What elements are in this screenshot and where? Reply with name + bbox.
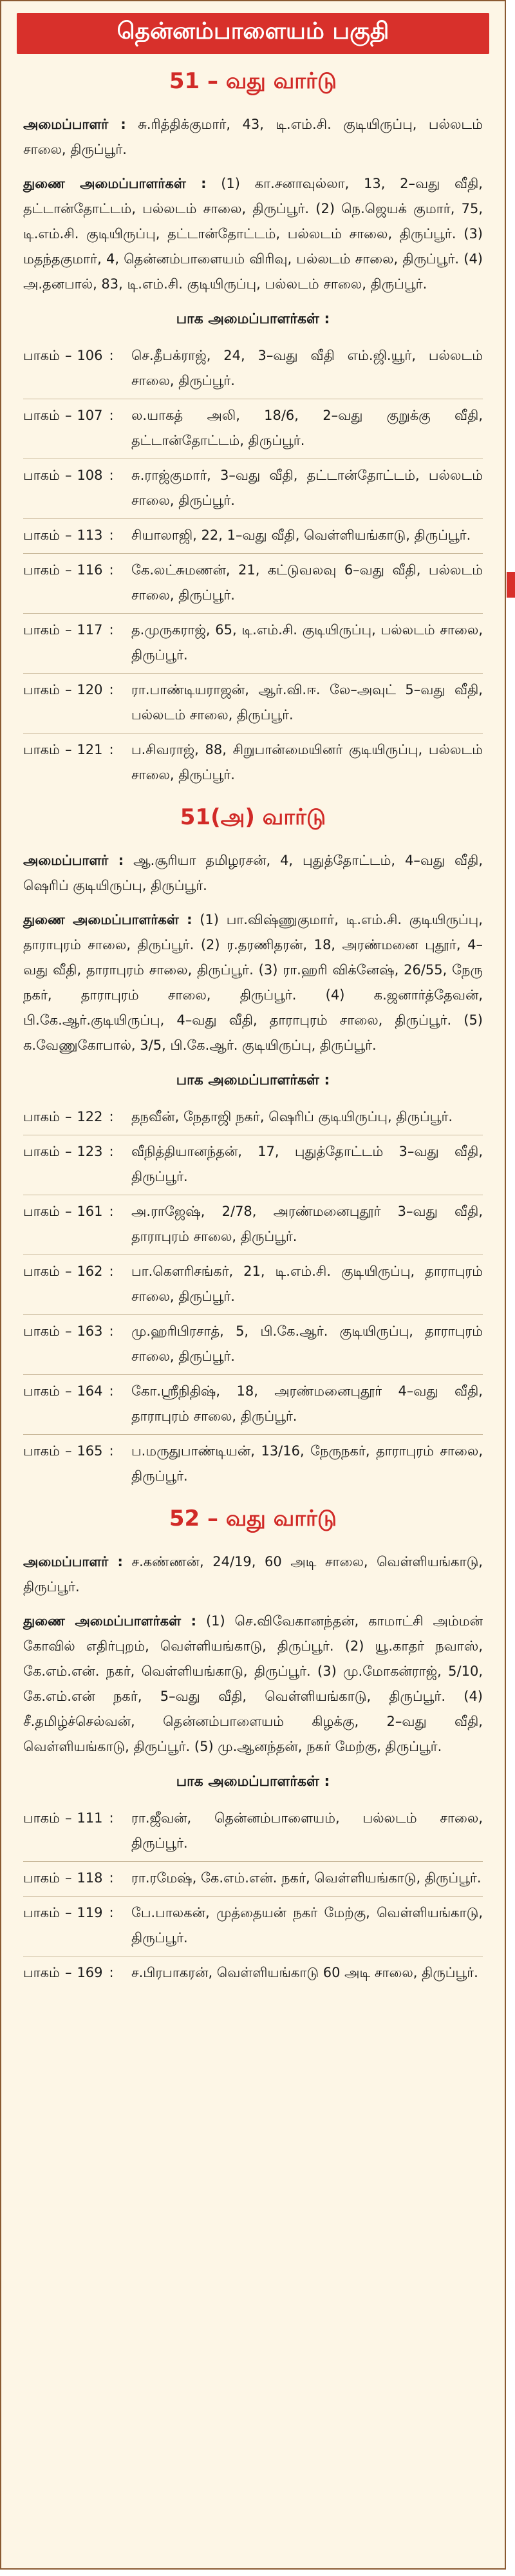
section-number: 162	[77, 1264, 103, 1279]
section-label	[23, 1319, 131, 1369]
ward-title: 52 – வது வார்டு	[169, 1506, 337, 1531]
section-label	[23, 1199, 131, 1249]
section-row	[23, 1435, 483, 1494]
section-colon: :	[109, 1264, 114, 1279]
section-number: 113	[77, 527, 103, 543]
incharge-text: ஆ.சூரியா தமிழரசன், 4, புதுத்தோட்டம், 4–வது வீதி, ஷெரிப் குடியிருப்பு, திருப்பூர்.	[23, 853, 483, 893]
section-dash: –	[64, 348, 72, 363]
incharge-paragraph	[23, 848, 483, 898]
section-dash: –	[64, 1323, 72, 1339]
section-member-text: ரா.ஜீவன், தென்னம்பாளையம், பல்லடம் சாலை, திருப்பூர்.	[131, 1810, 483, 1851]
section-word: பாகம்	[23, 1965, 60, 1980]
section-banner: தென்னம்பாளையம் பகுதி	[17, 13, 489, 54]
section-label	[23, 677, 131, 728]
section-colon: :	[109, 1443, 114, 1459]
section-word: பாகம்	[23, 1109, 60, 1124]
section-number: 111	[77, 1810, 103, 1826]
section-label	[23, 1139, 131, 1189]
section-number: 119	[77, 1905, 103, 1920]
section-word: பாகம்	[23, 348, 60, 363]
sections-heading: பாக அமைப்பாளர்கள் :	[176, 1072, 330, 1088]
section-word: பாகம்	[23, 1383, 60, 1399]
section-colon: :	[109, 682, 114, 697]
section-dash: –	[64, 682, 72, 697]
sections-heading: பாக அமைப்பாளர்கள் :	[176, 311, 330, 327]
section-row	[23, 519, 483, 554]
section-word: பாகம்	[23, 1204, 60, 1219]
section-row	[23, 1802, 483, 1862]
incharge-label: அமைப்பாளர் :	[23, 1554, 123, 1569]
section-number: 169	[77, 1965, 103, 1980]
section-label	[23, 1439, 131, 1489]
sections-list	[23, 1101, 483, 1494]
section-dash: –	[64, 1443, 72, 1459]
section-dash: –	[64, 622, 72, 638]
section-dash: –	[64, 742, 72, 757]
section-row	[23, 1862, 483, 1897]
section-row	[23, 1101, 483, 1135]
section-dash: –	[64, 1264, 72, 1279]
section-member-text: சு.ராஜ்குமார், 3–வது வீதி, தட்டான்தோட்டம், பல்லடம் சாலை, திருப்பூர்.	[131, 468, 483, 508]
section-member-text: பே.பாலகன், முத்தையன் நகர் மேற்கு, வெள்ளியங்காடு, திருப்பூர்.	[131, 1905, 483, 1946]
section-row	[23, 1897, 483, 1956]
section-number: 121	[77, 742, 103, 757]
section-member-text: ப.மருதுபாண்டியன், 13/16, நேருநகர், தாராபுரம் சாலை, திருப்பூர்.	[131, 1443, 483, 1484]
ward-title: 51(அ) வார்டு	[180, 804, 326, 830]
sections-list	[23, 339, 483, 793]
section-row	[23, 399, 483, 459]
section-number: 117	[77, 622, 103, 638]
section-member-text: சியாலாஜி, 22, 1–வது வீதி, வெள்ளியங்காடு, திருப்பூர்.	[131, 527, 471, 543]
section-label	[23, 1259, 131, 1309]
section-member-text: பா.கௌரிசங்கர், 21, டி.எம்.சி. குடியிருப்பு, தாராபுரம் சாலை, திருப்பூர்.	[131, 1264, 483, 1304]
section-label	[23, 1866, 131, 1891]
section-word: பாகம்	[23, 408, 60, 423]
section-row	[23, 1956, 483, 1991]
deputies-text: (1) கா.சனாவுல்லா, 13, 2–வது வீதி, தட்டான்தோட்டம், பல்லடம் சாலை, திருப்பூர். (2) நெ.ஜெயக் குமார், 75, டி.எம்.சி. குடியிருப்பு, தட்டான்தோட்டம், பல்லடம் சாலை, திருப்பூர். (3) மதந்தகுமார், 4, தென்னம்பாளையம் விரிவு, பல்லடம் சாலை, திருப்பூர். (4) அ.தனபால், 83, டி.எம்.சி. குடியிருப்பு, பல்லடம் சாலை, திருப்பூர்.	[23, 176, 483, 292]
ward-block	[1, 1506, 505, 1991]
incharge-text: சு.ரித்திக்குமார், 43, டி.எம்.சி. குடியிருப்பு, பல்லடம் சாலை, திருப்பூர்.	[23, 117, 483, 157]
section-row	[23, 1375, 483, 1435]
section-colon: :	[109, 1965, 114, 1980]
section-dash: –	[64, 1144, 72, 1159]
section-label	[23, 618, 131, 668]
section-member-text: அ.ராஜேஷ், 2/78, அரண்மனைபுதூர் 3–வது வீதி, தாராபுரம் சாலை, திருப்பூர்.	[131, 1204, 483, 1244]
section-member-text: ச.பிரபாகரன், வெள்ளியங்காடு 60 அடி சாலை, திருப்பூர்.	[131, 1965, 478, 1980]
section-dash: –	[64, 1204, 72, 1219]
section-row	[23, 554, 483, 614]
section-dash: –	[64, 1905, 72, 1920]
section-row	[23, 674, 483, 734]
section-dash: –	[64, 468, 72, 483]
section-row	[23, 734, 483, 793]
section-number: 107	[77, 408, 103, 423]
section-colon: :	[109, 1144, 114, 1159]
section-member-text: தநவீன், நேதாஜி நகர், ஷெரிப் குடியிருப்பு, திருப்பூர்.	[131, 1109, 453, 1124]
section-number: 118	[77, 1870, 103, 1886]
incharge-label: அமைப்பாளர் :	[23, 853, 124, 868]
section-row	[23, 1255, 483, 1315]
section-number: 165	[77, 1443, 103, 1459]
ward-block	[1, 804, 505, 1494]
section-colon: :	[109, 1204, 114, 1219]
deputies-label: துணை அமைப்பாளர்கள் :	[23, 176, 207, 191]
section-row	[23, 1195, 483, 1255]
section-dash: –	[64, 527, 72, 543]
deputies-paragraph	[23, 1609, 483, 1759]
section-word: பாகம்	[23, 1905, 60, 1920]
section-member-text: செ.தீபக்ராஜ், 24, 3–வது வீதி எம்.ஜி.யூர், பல்லடம் சாலை, திருப்பூர்.	[131, 348, 483, 388]
section-colon: :	[109, 622, 114, 638]
incharge-paragraph	[23, 112, 483, 162]
section-member-text: ரா.ரமேஷ், கே.எம்.என். நகர், வெள்ளியங்காடு, திருப்பூர்.	[131, 1870, 482, 1886]
section-colon: :	[109, 1323, 114, 1339]
section-label	[23, 1806, 131, 1856]
adjacent-column-marker	[507, 572, 515, 598]
section-member-text: ப.சிவராஜ், 88, சிறுபான்மையினர் குடியிருப்பு, பல்லடம் சாலை, திருப்பூர்.	[131, 742, 483, 782]
section-label	[23, 343, 131, 393]
section-word: பாகம்	[23, 1443, 60, 1459]
section-label	[23, 1900, 131, 1951]
deputies-label: துணை அமைப்பாளர்கள் :	[23, 912, 192, 927]
section-row	[23, 1135, 483, 1195]
ward-title: 51 – வது வார்டு	[169, 68, 337, 94]
section-row	[23, 614, 483, 674]
section-word: பாகம்	[23, 1264, 60, 1279]
section-label	[23, 523, 131, 548]
section-dash: –	[64, 1383, 72, 1399]
incharge-paragraph	[23, 1549, 483, 1600]
section-member-text: ரா.பாண்டியராஜன், ஆர்.வி.ஈ. லே–அவுட் 5–வது வீதி, பல்லடம் சாலை, திருப்பூர்.	[131, 682, 483, 723]
section-number: 164	[77, 1383, 103, 1399]
section-number: 163	[77, 1323, 103, 1339]
section-word: பாகம்	[23, 468, 60, 483]
section-word: பாகம்	[23, 1870, 60, 1886]
deputies-paragraph	[23, 171, 483, 297]
section-number: 108	[77, 468, 103, 483]
section-word: பாகம்	[23, 622, 60, 638]
section-number: 106	[77, 348, 103, 363]
deputies-text: (1) செ.விவேகானந்தன், காமாட்சி அம்மன் கோவில் எதிர்புறம், வெள்ளியங்காடு, திருப்பூர். (2) யூ.காதர் நவாஸ், கே.எம்.என். நகர், வெள்ளியங்காடு, திருப்பூர். (3) மு.மோகன்ராஜ், 5/10, கே.எம்.என் நகர், 5–வது வீதி, வெள்ளியங்காடு, திருப்பூர். (4) சீ.தமிழ்ச்செல்வன், தென்னம்பாளையம் கிழக்கு, 2–வது வீதி, வெள்ளியங்காடு, திருப்பூர். (5) மு.ஆனந்தன், நகர் மேற்கு, திருப்பூர்.	[23, 1613, 483, 1754]
deputies-paragraph	[23, 907, 483, 1058]
ward-block	[1, 68, 505, 793]
section-number: 123	[77, 1144, 103, 1159]
section-member-text: த.முருகராஜ், 65, டி.எம்.சி. குடியிருப்பு, பல்லடம் சாலை, திருப்பூர்.	[131, 622, 483, 663]
section-colon: :	[109, 408, 114, 423]
section-word: பாகம்	[23, 742, 60, 757]
section-row	[23, 1315, 483, 1375]
section-dash: –	[64, 1870, 72, 1886]
section-label	[23, 1104, 131, 1130]
section-number: 122	[77, 1109, 103, 1124]
section-colon: :	[109, 1810, 114, 1826]
section-colon: :	[109, 1383, 114, 1399]
section-word: பாகம்	[23, 562, 60, 578]
section-word: பாகம்	[23, 527, 60, 543]
section-colon: :	[109, 527, 114, 543]
section-colon: :	[109, 562, 114, 578]
section-dash: –	[64, 408, 72, 423]
section-colon: :	[109, 1870, 114, 1886]
section-label	[23, 403, 131, 453]
incharge-text: ச.கண்ணன், 24/19, 60 அடி சாலை, வெள்ளியங்காடு, திருப்பூர்.	[23, 1554, 483, 1595]
wards-container	[1, 68, 505, 1991]
section-label	[23, 463, 131, 513]
section-number: 116	[77, 562, 103, 578]
section-number: 161	[77, 1204, 103, 1219]
section-dash: –	[64, 562, 72, 578]
section-member-text: கோ.ஸ்ரீநிதிஷ், 18, அரண்மனைபுதூர் 4–வது வீதி, தாராபுரம் சாலை, திருப்பூர்.	[131, 1383, 483, 1424]
section-word: பாகம்	[23, 1810, 60, 1826]
section-dash: –	[64, 1810, 72, 1826]
sections-heading: பாக அமைப்பாளர்கள் :	[176, 1774, 330, 1790]
section-member-text: கே.லட்சுமணன், 21, கட்டுவலவு 6–வது வீதி, பல்லடம் சாலை, திருப்பூர்.	[131, 562, 483, 603]
sections-list	[23, 1802, 483, 1991]
section-row	[23, 339, 483, 399]
deputies-text: (1) பா.விஷ்ணுகுமார், டி.எம்.சி. குடியிருப்பு, தாராபுரம் சாலை, திருப்பூர். (2) ர.தரணிதரன், 18, அரண்மனை புதூர், 4–வது வீதி, தாராபுரம் சாலை, திருப்பூர். (3) ரா.ஹரி விக்னேஷ், 26/55, நேரு நகர், தாராபுரம் சாலை, திருப்பூர். (4) க.ஜனார்த்தேவன், பி.கே.ஆர்.குடியிருப்பு, 4–வது வீதி, தாராபுரம் சாலை, திருப்பூர். (5) க.வேணுகோபால், 3/5, பி.கே.ஆர். குடியிருப்பு, திருப்பூர்.	[23, 912, 483, 1053]
section-number: 120	[77, 682, 103, 697]
section-colon: :	[109, 1905, 114, 1920]
section-label	[23, 1379, 131, 1429]
section-colon: :	[109, 1109, 114, 1124]
section-word: பாகம்	[23, 682, 60, 697]
deputies-label: துணை அமைப்பாளர்கள் :	[23, 1613, 197, 1629]
section-colon: :	[109, 468, 114, 483]
incharge-label: அமைப்பாளர் :	[23, 117, 126, 132]
section-word: பாகம்	[23, 1144, 60, 1159]
section-member-text: மு.ஹரிபிரசாத், 5, பி.கே.ஆர். குடியிருப்பு, தாராபுரம் சாலை, திருப்பூர்.	[131, 1323, 483, 1364]
section-label	[23, 558, 131, 608]
section-member-text: வீநித்தியானந்தன், 17, புதுத்தோட்டம் 3–வது வீதி, திருப்பூர்.	[131, 1144, 483, 1184]
section-word: பாகம்	[23, 1323, 60, 1339]
section-row	[23, 459, 483, 519]
section-member-text: ல.யாகத் அலி, 18/6, 2–வது குறுக்கு வீதி, தட்டான்தோட்டம், திருப்பூர்.	[131, 408, 483, 448]
section-dash: –	[64, 1109, 72, 1124]
section-label	[23, 737, 131, 788]
section-colon: :	[109, 742, 114, 757]
section-dash: –	[64, 1965, 72, 1980]
section-colon: :	[109, 348, 114, 363]
section-label	[23, 1960, 131, 1985]
